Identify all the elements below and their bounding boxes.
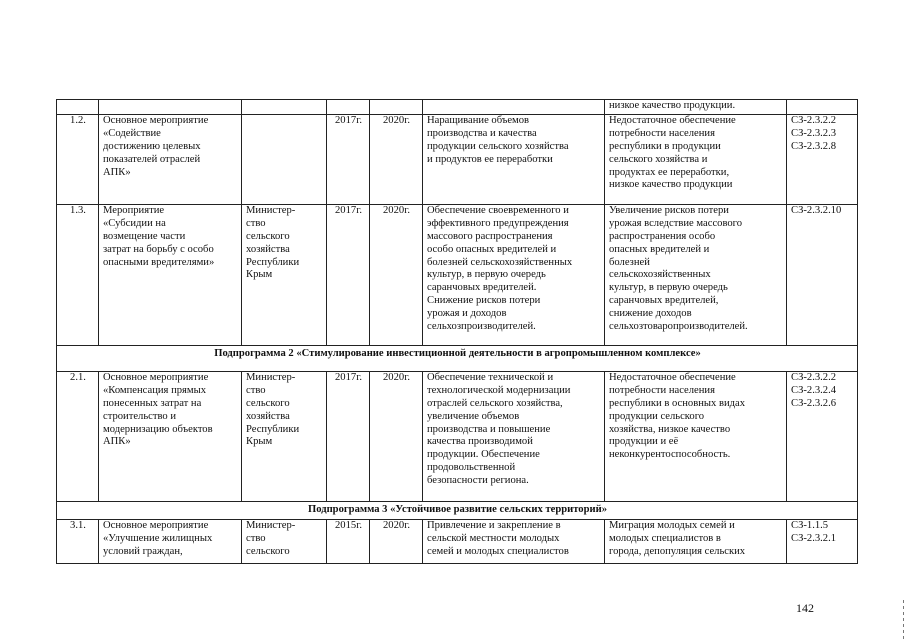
cell-line: болезней сельскохозяйственных: [427, 256, 573, 268]
cell-line: «Компенсация прямых: [103, 384, 207, 396]
cell-end: 2020г.: [370, 371, 423, 501]
cell-line: Наращивание объемов: [427, 114, 530, 126]
table-row: [57, 114, 858, 204]
cell-line: безопасности региона.: [427, 475, 529, 487]
cell-executor: [242, 100, 327, 115]
cell-line: Республики: [246, 256, 300, 268]
cell-line: отраслей сельского хозяйства,: [427, 397, 563, 409]
cell-line: продукции сельского: [609, 410, 705, 422]
section-title: Подпрограмма 3 «Устойчивое развитие сельских территорий»: [57, 501, 858, 519]
cell-line: особо опасных вредителей и: [427, 243, 557, 255]
cell-line: ство: [246, 532, 266, 544]
cell-line: снижение доходов: [609, 308, 692, 320]
cell-line: Привлечение и закрепление в: [427, 519, 561, 531]
cell-start: 2015г.: [327, 519, 370, 563]
cell-indicators: [787, 204, 858, 345]
cell-result: [423, 519, 605, 563]
cell-line: СЗ-2.3.2.1: [791, 532, 837, 544]
cell-line: сельхозпроизводителей.: [427, 321, 536, 333]
section-row-subprogram-2: [57, 345, 858, 371]
cell-line: неконкурентоспособность.: [609, 449, 731, 461]
cell-end: 2020г.: [370, 519, 423, 563]
scan-edge-mark: [903, 600, 904, 640]
cell-line: распространения особо: [609, 230, 716, 242]
cell-line: возмещение части: [103, 230, 186, 242]
cell-end: [370, 100, 423, 115]
cell-line: СЗ-2.3.2.3: [791, 127, 837, 139]
cell-line: достижению целевых: [103, 140, 201, 152]
cell-result: [423, 204, 605, 345]
table-row: [57, 371, 858, 501]
cell-line: продукции сельского хозяйства: [427, 140, 569, 152]
cell-line: модернизацию объектов: [103, 423, 213, 435]
cell-line: Снижение рисков потери: [427, 295, 541, 307]
cell-effect: [605, 519, 787, 563]
cell-start: 2017г.: [327, 204, 370, 345]
cell-line: Основное мероприятие: [103, 114, 209, 126]
cell-line: технологической модернизации: [427, 384, 571, 396]
cell-line: сельхозтоваропроизводителей.: [609, 321, 748, 333]
cell-line: молодых специалистов в: [609, 532, 721, 544]
cell-line: АПК»: [103, 166, 131, 178]
cell-line: города, депопуляция сельских: [609, 545, 746, 557]
cell-num: 2.1.: [57, 371, 99, 501]
cell-line: эффективного предупреждения: [427, 217, 569, 229]
cell-line: Крым: [246, 269, 273, 281]
cell-line: потребности населения: [609, 127, 715, 139]
cell-start: [327, 100, 370, 115]
cell-line: Увеличение рисков потери: [609, 204, 729, 216]
cell-line: сельского: [246, 230, 290, 242]
cell-num: 1.3.: [57, 204, 99, 345]
cell-line: хозяйства: [246, 243, 290, 255]
cell-start: 2017г.: [327, 114, 370, 204]
cell-line: урожая вследствие массового: [609, 217, 743, 229]
cell-line: массового распространения: [427, 230, 553, 242]
cell-line: саранчовых вредителей,: [609, 295, 719, 307]
cell-executor: [242, 519, 327, 563]
cell-line: АПК»: [103, 436, 131, 448]
cell-line: Обеспечение технической и: [427, 371, 554, 383]
cell-name: [99, 204, 242, 345]
cell-line: республики в продукции: [609, 140, 721, 152]
cell-line: Министер-: [246, 204, 296, 216]
cell-indicators: [787, 519, 858, 563]
cell-line: продовольственной: [427, 462, 516, 474]
cell-num: [57, 100, 99, 115]
cell-line: ство: [246, 217, 266, 229]
cell-line: СЗ-2.3.2.6: [791, 397, 837, 409]
cell-line: продукции и её: [609, 436, 679, 448]
cell-line: Крым: [246, 436, 273, 448]
cell-line: затрат на борьбу с особо: [103, 243, 214, 255]
cell-line: понесенных затрат на: [103, 397, 202, 409]
cell-line: производства и качества: [427, 127, 537, 139]
cell-line: Недостаточное обеспечение: [609, 371, 736, 383]
cell-line: Основное мероприятие: [103, 371, 209, 383]
cell-num: 1.2.: [57, 114, 99, 204]
cell-line: болезней: [609, 256, 650, 268]
cell-line: сельского: [246, 545, 290, 557]
cell-line: качества производимой: [427, 436, 533, 448]
section-title: Подпрограмма 2 «Стимулирование инвестиционной деятельности в агропромышленном комплексе»: [57, 345, 858, 371]
cell-line: семей и молодых специалистов: [427, 545, 569, 557]
cell-result: [423, 100, 605, 115]
cell-line: Республики: [246, 423, 300, 435]
cell-line: сельского хозяйства и: [609, 153, 708, 165]
cell-line: показателей отраслей: [103, 153, 201, 165]
cell-line: увеличение объемов: [427, 410, 520, 422]
cell-indicators: [787, 100, 858, 115]
cell-result: [423, 114, 605, 204]
cell-line: культур, в первую очередь: [427, 269, 546, 281]
cell-line: СЗ-2.3.2.2: [791, 371, 837, 383]
cell-result: [423, 371, 605, 501]
cell-line: условий граждан,: [103, 545, 183, 557]
cell-num: 3.1.: [57, 519, 99, 563]
cell-line: и продуктов ее переработки: [427, 153, 553, 165]
cell-start: 2017г.: [327, 371, 370, 501]
cell-line: низкое качество продукции: [609, 179, 733, 191]
cell-line: Министер-: [246, 519, 296, 531]
cell-line: Основное мероприятие: [103, 519, 209, 531]
cell-effect: [605, 204, 787, 345]
cell-line: «Содействие: [103, 127, 161, 139]
cell-line: СЗ-1.1.5: [791, 519, 829, 531]
cell-name: [99, 100, 242, 115]
section-row-subprogram-3: [57, 501, 858, 519]
cell-line: потребности населения: [609, 384, 715, 396]
cell-line: республики в основных видах: [609, 397, 746, 409]
cell-line: саранчовых вредителей.: [427, 282, 537, 294]
table-row-continuation: [57, 100, 858, 115]
cell-name: [99, 519, 242, 563]
cell-line: производства и повышение: [427, 423, 551, 435]
cell-line: хозяйства: [246, 410, 290, 422]
cell-line: продукции. Обеспечение: [427, 449, 540, 461]
cell-line: Миграция молодых семей и: [609, 519, 735, 531]
cell-line: опасных вредителей и: [609, 243, 710, 255]
page-number: 142: [796, 601, 814, 615]
cell-line: СЗ-2.3.2.2: [791, 114, 837, 126]
cell-effect: [605, 371, 787, 501]
cell-line: СЗ-2.3.2.10: [791, 204, 842, 216]
cell-line: Мероприятие: [103, 204, 165, 216]
cell-indicators: [787, 371, 858, 501]
table-row: [57, 519, 858, 563]
cell-line: СЗ-2.3.2.8: [791, 140, 837, 152]
cell-executor: [242, 114, 327, 204]
cell-line: СЗ-2.3.2.4: [791, 384, 837, 396]
cell-line: Обеспечение своевременного и: [427, 204, 569, 216]
cell-name: [99, 371, 242, 501]
cell-line: ство: [246, 384, 266, 396]
cell-name: [99, 114, 242, 204]
measures-table: [56, 99, 858, 564]
table-row: [57, 204, 858, 345]
cell-line: хозяйства, низкое качество: [609, 423, 731, 435]
cell-line: сельскохозяйственных: [609, 269, 711, 281]
cell-line: «Улучшение жилищных: [103, 532, 213, 544]
cell-line: сельской местности молодых: [427, 532, 560, 544]
cell-end: 2020г.: [370, 114, 423, 204]
cell-executor: [242, 204, 327, 345]
cell-indicators: [787, 114, 858, 204]
cell-effect: [605, 114, 787, 204]
cell-line: сельского: [246, 397, 290, 409]
cell-line: продуктах ее переработки,: [609, 166, 730, 178]
cell-end: 2020г.: [370, 204, 423, 345]
cell-line: культур, в первую очередь: [609, 282, 728, 294]
cell-executor: [242, 371, 327, 501]
cell-line: «Субсидии на: [103, 217, 166, 229]
cell-line: урожая и доходов: [427, 308, 507, 320]
cell-line: Министер-: [246, 371, 296, 383]
cell-line: Недостаточное обеспечение: [609, 114, 736, 126]
cell-line: строительство и: [103, 410, 177, 422]
cell-line: опасными вредителями»: [103, 256, 215, 268]
cell-effect: низкое качество продукции.: [605, 100, 787, 115]
